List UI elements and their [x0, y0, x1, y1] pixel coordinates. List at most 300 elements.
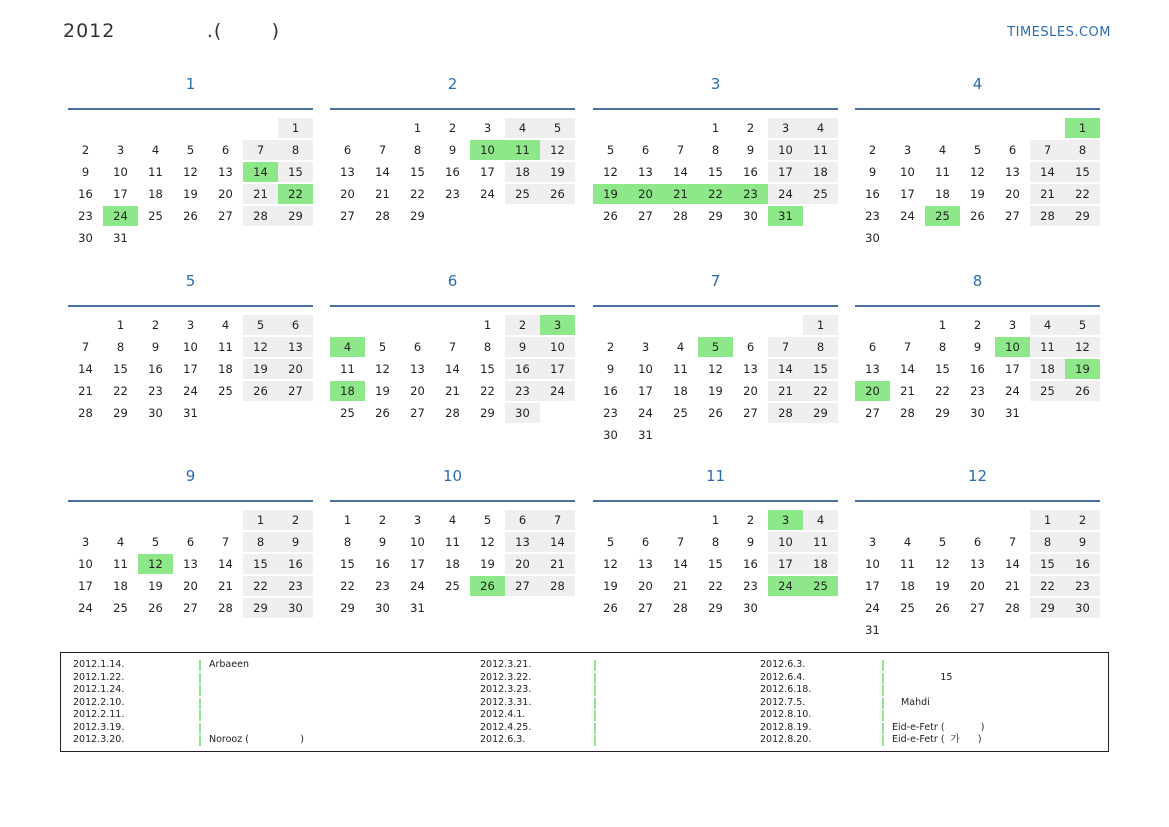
- day-cell[interactable]: 13: [183, 557, 198, 571]
- day-cell[interactable]: 22: [1065, 184, 1100, 204]
- holiday-day[interactable]: 21: [663, 184, 698, 204]
- day-cell[interactable]: 30: [743, 209, 758, 223]
- day-cell[interactable]: 23: [78, 209, 93, 223]
- day-cell[interactable]: 11: [803, 532, 838, 552]
- day-cell[interactable]: 6: [343, 143, 352, 157]
- day-cell[interactable]: 5: [151, 535, 160, 549]
- day-cell[interactable]: 2: [378, 513, 387, 527]
- day-cell[interactable]: 4: [151, 143, 160, 157]
- day-cell[interactable]: 13: [970, 557, 985, 571]
- day-cell[interactable]: 28: [900, 406, 915, 420]
- day-cell[interactable]: 17: [410, 557, 425, 571]
- day-cell[interactable]: 13: [743, 362, 758, 376]
- holiday-day[interactable]: 14: [243, 162, 278, 182]
- day-cell[interactable]: 10: [183, 340, 198, 354]
- day-cell[interactable]: 27: [865, 406, 880, 420]
- day-cell[interactable]: 15: [278, 162, 313, 182]
- day-cell[interactable]: 11: [113, 557, 128, 571]
- day-cell[interactable]: 29: [1065, 206, 1100, 226]
- day-cell[interactable]: 10: [865, 557, 880, 571]
- day-cell[interactable]: 25: [673, 406, 688, 420]
- day-cell[interactable]: 8: [116, 340, 125, 354]
- day-cell[interactable]: 12: [603, 557, 618, 571]
- day-cell[interactable]: 2: [746, 121, 755, 135]
- day-cell[interactable]: 28: [445, 406, 460, 420]
- holiday-day[interactable]: 5: [698, 337, 733, 357]
- day-cell[interactable]: 9: [606, 362, 615, 376]
- day-cell[interactable]: 20: [638, 579, 653, 593]
- day-cell[interactable]: 29: [243, 598, 278, 618]
- day-cell[interactable]: 13: [638, 165, 653, 179]
- day-cell[interactable]: 10: [410, 535, 425, 549]
- day-cell[interactable]: 7: [1008, 535, 1017, 549]
- day-cell[interactable]: 17: [865, 579, 880, 593]
- holiday-day[interactable]: 10: [995, 337, 1030, 357]
- day-cell[interactable]: 18: [673, 384, 688, 398]
- day-cell[interactable]: 6: [278, 315, 313, 335]
- day-cell[interactable]: 19: [540, 162, 575, 182]
- day-cell[interactable]: 26: [540, 184, 575, 204]
- day-cell[interactable]: 28: [1030, 206, 1065, 226]
- day-cell[interactable]: 15: [410, 165, 425, 179]
- day-cell[interactable]: 26: [708, 406, 723, 420]
- day-cell[interactable]: 23: [148, 384, 163, 398]
- day-cell[interactable]: 24: [410, 579, 425, 593]
- day-cell[interactable]: 7: [903, 340, 912, 354]
- holiday-day[interactable]: 12: [138, 554, 173, 574]
- day-cell[interactable]: 12: [480, 535, 495, 549]
- day-cell[interactable]: 9: [746, 535, 755, 549]
- holiday-day[interactable]: 4: [330, 337, 365, 357]
- day-cell[interactable]: 8: [413, 143, 422, 157]
- day-cell[interactable]: 29: [708, 601, 723, 615]
- day-cell[interactable]: 14: [673, 557, 688, 571]
- day-cell[interactable]: 1: [711, 513, 720, 527]
- day-cell[interactable]: 5: [378, 340, 387, 354]
- day-cell[interactable]: 7: [378, 143, 387, 157]
- day-cell[interactable]: 21: [375, 187, 390, 201]
- day-cell[interactable]: 3: [413, 513, 422, 527]
- day-cell[interactable]: 11: [673, 362, 688, 376]
- day-cell[interactable]: 29: [935, 406, 950, 420]
- day-cell[interactable]: 1: [413, 121, 422, 135]
- day-cell[interactable]: 15: [708, 165, 723, 179]
- day-cell[interactable]: 7: [540, 510, 575, 530]
- day-cell[interactable]: 25: [218, 384, 233, 398]
- day-cell[interactable]: 24: [78, 601, 93, 615]
- day-cell[interactable]: 26: [1065, 381, 1100, 401]
- day-cell[interactable]: 21: [540, 554, 575, 574]
- day-cell[interactable]: 26: [375, 406, 390, 420]
- day-cell[interactable]: 1: [483, 318, 492, 332]
- day-cell[interactable]: 22: [243, 576, 278, 596]
- day-cell[interactable]: 1: [343, 513, 352, 527]
- day-cell[interactable]: 31: [113, 231, 128, 245]
- holiday-day[interactable]: 18: [330, 381, 365, 401]
- day-cell[interactable]: 19: [970, 187, 985, 201]
- day-cell[interactable]: 3: [116, 143, 125, 157]
- day-cell[interactable]: 22: [803, 381, 838, 401]
- day-cell[interactable]: 18: [1030, 359, 1065, 379]
- day-cell[interactable]: 8: [1065, 140, 1100, 160]
- day-cell[interactable]: 28: [540, 576, 575, 596]
- day-cell[interactable]: 25: [340, 406, 355, 420]
- holiday-day[interactable]: 3: [540, 315, 575, 335]
- day-cell[interactable]: 5: [483, 513, 492, 527]
- day-cell[interactable]: 27: [743, 406, 758, 420]
- holiday-day[interactable]: 11: [505, 140, 540, 160]
- day-cell[interactable]: 28: [243, 206, 278, 226]
- holiday-day[interactable]: 3: [768, 510, 803, 530]
- day-cell[interactable]: 31: [410, 601, 425, 615]
- day-cell[interactable]: 4: [116, 535, 125, 549]
- day-cell[interactable]: 10: [638, 362, 653, 376]
- day-cell[interactable]: 16: [743, 557, 758, 571]
- day-cell[interactable]: 30: [148, 406, 163, 420]
- day-cell[interactable]: 2: [81, 143, 90, 157]
- day-cell[interactable]: 4: [221, 318, 230, 332]
- day-cell[interactable]: 11: [445, 535, 460, 549]
- day-cell[interactable]: 31: [638, 428, 653, 442]
- holiday-day[interactable]: 25: [925, 206, 960, 226]
- day-cell[interactable]: 27: [505, 576, 540, 596]
- day-cell[interactable]: 28: [673, 209, 688, 223]
- day-cell[interactable]: 21: [900, 384, 915, 398]
- day-cell[interactable]: 4: [903, 535, 912, 549]
- day-cell[interactable]: 19: [708, 384, 723, 398]
- day-cell[interactable]: 6: [413, 340, 422, 354]
- day-cell[interactable]: 16: [78, 187, 93, 201]
- day-cell[interactable]: 15: [935, 362, 950, 376]
- day-cell[interactable]: 12: [375, 362, 390, 376]
- day-cell[interactable]: 28: [78, 406, 93, 420]
- day-cell[interactable]: 6: [868, 340, 877, 354]
- day-cell[interactable]: 7: [676, 535, 685, 549]
- day-cell[interactable]: 3: [81, 535, 90, 549]
- day-cell[interactable]: 16: [375, 557, 390, 571]
- day-cell[interactable]: 8: [938, 340, 947, 354]
- day-cell[interactable]: 21: [1030, 184, 1065, 204]
- day-cell[interactable]: 1: [803, 315, 838, 335]
- day-cell[interactable]: 3: [903, 143, 912, 157]
- day-cell[interactable]: 30: [505, 403, 540, 423]
- day-cell[interactable]: 28: [768, 403, 803, 423]
- day-cell[interactable]: 5: [186, 143, 195, 157]
- day-cell[interactable]: 22: [340, 579, 355, 593]
- day-cell[interactable]: 10: [113, 165, 128, 179]
- day-cell[interactable]: 9: [448, 143, 457, 157]
- day-cell[interactable]: 22: [708, 579, 723, 593]
- day-cell[interactable]: 17: [183, 362, 198, 376]
- day-cell[interactable]: 17: [768, 554, 803, 574]
- day-cell[interactable]: 26: [970, 209, 985, 223]
- day-cell[interactable]: 3: [1008, 318, 1017, 332]
- day-cell[interactable]: 26: [603, 209, 618, 223]
- day-cell[interactable]: 5: [973, 143, 982, 157]
- day-cell[interactable]: 29: [113, 406, 128, 420]
- day-cell[interactable]: 20: [743, 384, 758, 398]
- day-cell[interactable]: 5: [606, 535, 615, 549]
- day-cell[interactable]: 6: [1008, 143, 1017, 157]
- day-cell[interactable]: 11: [900, 557, 915, 571]
- day-cell[interactable]: 14: [1030, 162, 1065, 182]
- day-cell[interactable]: 13: [218, 165, 233, 179]
- day-cell[interactable]: 10: [78, 557, 93, 571]
- day-cell[interactable]: 4: [803, 118, 838, 138]
- day-cell[interactable]: 18: [935, 187, 950, 201]
- day-cell[interactable]: 19: [243, 359, 278, 379]
- holiday-day[interactable]: 22: [698, 184, 733, 204]
- day-cell[interactable]: 25: [445, 579, 460, 593]
- day-cell[interactable]: 3: [186, 318, 195, 332]
- day-cell[interactable]: 29: [803, 403, 838, 423]
- holiday-day[interactable]: 24: [103, 206, 138, 226]
- day-cell[interactable]: 12: [540, 140, 575, 160]
- day-cell[interactable]: 12: [708, 362, 723, 376]
- day-cell[interactable]: 24: [183, 384, 198, 398]
- day-cell[interactable]: 19: [603, 579, 618, 593]
- day-cell[interactable]: 19: [183, 187, 198, 201]
- day-cell[interactable]: 20: [340, 187, 355, 201]
- holiday-day[interactable]: 23: [733, 184, 768, 204]
- day-cell[interactable]: 13: [278, 337, 313, 357]
- day-cell[interactable]: 20: [218, 187, 233, 201]
- day-cell[interactable]: 9: [973, 340, 982, 354]
- day-cell[interactable]: 26: [935, 601, 950, 615]
- day-cell[interactable]: 2: [278, 510, 313, 530]
- day-cell[interactable]: 3: [641, 340, 650, 354]
- day-cell[interactable]: 27: [218, 209, 233, 223]
- day-cell[interactable]: 13: [865, 362, 880, 376]
- day-cell[interactable]: 23: [743, 579, 758, 593]
- day-cell[interactable]: 21: [243, 184, 278, 204]
- day-cell[interactable]: 30: [865, 231, 880, 245]
- day-cell[interactable]: 19: [480, 557, 495, 571]
- day-cell[interactable]: 21: [1005, 579, 1020, 593]
- day-cell[interactable]: 9: [746, 143, 755, 157]
- day-cell[interactable]: 6: [641, 535, 650, 549]
- day-cell[interactable]: 17: [1005, 362, 1020, 376]
- day-cell[interactable]: 30: [375, 601, 390, 615]
- day-cell[interactable]: 9: [378, 535, 387, 549]
- day-cell[interactable]: 14: [375, 165, 390, 179]
- day-cell[interactable]: 26: [243, 381, 278, 401]
- day-cell[interactable]: 23: [865, 209, 880, 223]
- day-cell[interactable]: 17: [480, 165, 495, 179]
- day-cell[interactable]: 18: [218, 362, 233, 376]
- day-cell[interactable]: 20: [505, 554, 540, 574]
- day-cell[interactable]: 30: [603, 428, 618, 442]
- day-cell[interactable]: 6: [746, 340, 755, 354]
- day-cell[interactable]: 23: [970, 384, 985, 398]
- day-cell[interactable]: 15: [803, 359, 838, 379]
- day-cell[interactable]: 22: [480, 384, 495, 398]
- day-cell[interactable]: 23: [1065, 576, 1100, 596]
- day-cell[interactable]: 5: [1065, 315, 1100, 335]
- day-cell[interactable]: 14: [900, 362, 915, 376]
- holiday-day[interactable]: 26: [470, 576, 505, 596]
- day-cell[interactable]: 27: [340, 209, 355, 223]
- day-cell[interactable]: 2: [1065, 510, 1100, 530]
- day-cell[interactable]: 17: [540, 359, 575, 379]
- day-cell[interactable]: 21: [445, 384, 460, 398]
- day-cell[interactable]: 7: [243, 140, 278, 160]
- day-cell[interactable]: 6: [505, 510, 540, 530]
- day-cell[interactable]: 3: [868, 535, 877, 549]
- day-cell[interactable]: 11: [1030, 337, 1065, 357]
- day-cell[interactable]: 23: [445, 187, 460, 201]
- day-cell[interactable]: 27: [410, 406, 425, 420]
- day-cell[interactable]: 29: [340, 601, 355, 615]
- day-cell[interactable]: 4: [803, 510, 838, 530]
- day-cell[interactable]: 18: [900, 579, 915, 593]
- holiday-day[interactable]: 20: [628, 184, 663, 204]
- day-cell[interactable]: 8: [278, 140, 313, 160]
- day-cell[interactable]: 11: [935, 165, 950, 179]
- day-cell[interactable]: 11: [148, 165, 163, 179]
- day-cell[interactable]: 1: [243, 510, 278, 530]
- day-cell[interactable]: 19: [148, 579, 163, 593]
- day-cell[interactable]: 5: [606, 143, 615, 157]
- day-cell[interactable]: 7: [768, 337, 803, 357]
- day-cell[interactable]: 2: [973, 318, 982, 332]
- day-cell[interactable]: 22: [410, 187, 425, 201]
- day-cell[interactable]: 19: [935, 579, 950, 593]
- day-cell[interactable]: 13: [410, 362, 425, 376]
- day-cell[interactable]: 22: [935, 384, 950, 398]
- day-cell[interactable]: 5: [540, 118, 575, 138]
- day-cell[interactable]: 20: [1005, 187, 1020, 201]
- day-cell[interactable]: 9: [1065, 532, 1100, 552]
- day-cell[interactable]: 16: [1065, 554, 1100, 574]
- day-cell[interactable]: 7: [676, 143, 685, 157]
- site-link[interactable]: TIMESLES.COM: [1007, 25, 1111, 40]
- day-cell[interactable]: 12: [603, 165, 618, 179]
- day-cell[interactable]: 2: [606, 340, 615, 354]
- day-cell[interactable]: 24: [865, 601, 880, 615]
- day-cell[interactable]: 16: [278, 554, 313, 574]
- day-cell[interactable]: 12: [1065, 337, 1100, 357]
- day-cell[interactable]: 2: [868, 143, 877, 157]
- day-cell[interactable]: 18: [803, 162, 838, 182]
- day-cell[interactable]: 20: [278, 359, 313, 379]
- day-cell[interactable]: 17: [113, 187, 128, 201]
- day-cell[interactable]: 24: [1005, 384, 1020, 398]
- day-cell[interactable]: 27: [638, 601, 653, 615]
- day-cell[interactable]: 20: [183, 579, 198, 593]
- day-cell[interactable]: 12: [970, 165, 985, 179]
- holiday-day[interactable]: 1: [1065, 118, 1100, 138]
- day-cell[interactable]: 16: [743, 165, 758, 179]
- day-cell[interactable]: 3: [768, 118, 803, 138]
- day-cell[interactable]: 14: [540, 532, 575, 552]
- day-cell[interactable]: 30: [970, 406, 985, 420]
- holiday-day[interactable]: 20: [855, 381, 890, 401]
- day-cell[interactable]: 28: [1005, 601, 1020, 615]
- day-cell[interactable]: 24: [900, 209, 915, 223]
- day-cell[interactable]: 24: [768, 184, 803, 204]
- holiday-day[interactable]: 22: [278, 184, 313, 204]
- day-cell[interactable]: 16: [603, 384, 618, 398]
- day-cell[interactable]: 26: [148, 601, 163, 615]
- day-cell[interactable]: 27: [183, 601, 198, 615]
- day-cell[interactable]: 30: [278, 598, 313, 618]
- day-cell[interactable]: 25: [1030, 381, 1065, 401]
- day-cell[interactable]: 15: [1065, 162, 1100, 182]
- day-cell[interactable]: 24: [540, 381, 575, 401]
- day-cell[interactable]: 27: [970, 601, 985, 615]
- day-cell[interactable]: 7: [81, 340, 90, 354]
- day-cell[interactable]: 21: [673, 579, 688, 593]
- day-cell[interactable]: 12: [183, 165, 198, 179]
- day-cell[interactable]: 13: [505, 532, 540, 552]
- day-cell[interactable]: 27: [638, 209, 653, 223]
- day-cell[interactable]: 30: [78, 231, 93, 245]
- day-cell[interactable]: 18: [803, 554, 838, 574]
- day-cell[interactable]: 29: [410, 209, 425, 223]
- day-cell[interactable]: 9: [868, 165, 877, 179]
- day-cell[interactable]: 17: [900, 187, 915, 201]
- day-cell[interactable]: 15: [113, 362, 128, 376]
- day-cell[interactable]: 8: [343, 535, 352, 549]
- day-cell[interactable]: 11: [803, 140, 838, 160]
- day-cell[interactable]: 1: [116, 318, 125, 332]
- day-cell[interactable]: 15: [243, 554, 278, 574]
- day-cell[interactable]: 4: [938, 143, 947, 157]
- holiday-day[interactable]: 10: [470, 140, 505, 160]
- day-cell[interactable]: 4: [505, 118, 540, 138]
- day-cell[interactable]: 10: [768, 140, 803, 160]
- day-cell[interactable]: 14: [78, 362, 93, 376]
- day-cell[interactable]: 16: [445, 165, 460, 179]
- day-cell[interactable]: 12: [935, 557, 950, 571]
- day-cell[interactable]: 25: [803, 184, 838, 204]
- day-cell[interactable]: 24: [480, 187, 495, 201]
- day-cell[interactable]: 9: [81, 165, 90, 179]
- day-cell[interactable]: 25: [505, 184, 540, 204]
- day-cell[interactable]: 10: [540, 337, 575, 357]
- day-cell[interactable]: 17: [638, 384, 653, 398]
- day-cell[interactable]: 3: [483, 121, 492, 135]
- day-cell[interactable]: 26: [183, 209, 198, 223]
- day-cell[interactable]: 30: [743, 601, 758, 615]
- day-cell[interactable]: 28: [375, 209, 390, 223]
- day-cell[interactable]: 2: [151, 318, 160, 332]
- day-cell[interactable]: 23: [278, 576, 313, 596]
- day-cell[interactable]: 15: [340, 557, 355, 571]
- day-cell[interactable]: 5: [243, 315, 278, 335]
- day-cell[interactable]: 1: [1030, 510, 1065, 530]
- day-cell[interactable]: 21: [768, 381, 803, 401]
- day-cell[interactable]: 8: [711, 143, 720, 157]
- day-cell[interactable]: 6: [221, 143, 230, 157]
- day-cell[interactable]: 29: [1030, 598, 1065, 618]
- day-cell[interactable]: 1: [711, 121, 720, 135]
- day-cell[interactable]: 14: [768, 359, 803, 379]
- day-cell[interactable]: 25: [113, 601, 128, 615]
- day-cell[interactable]: 27: [278, 381, 313, 401]
- day-cell[interactable]: 17: [768, 162, 803, 182]
- day-cell[interactable]: 22: [113, 384, 128, 398]
- day-cell[interactable]: 10: [900, 165, 915, 179]
- day-cell[interactable]: 15: [1030, 554, 1065, 574]
- day-cell[interactable]: 14: [673, 165, 688, 179]
- day-cell[interactable]: 1: [938, 318, 947, 332]
- day-cell[interactable]: 18: [148, 187, 163, 201]
- day-cell[interactable]: 16: [505, 359, 540, 379]
- day-cell[interactable]: 8: [243, 532, 278, 552]
- day-cell[interactable]: 15: [708, 557, 723, 571]
